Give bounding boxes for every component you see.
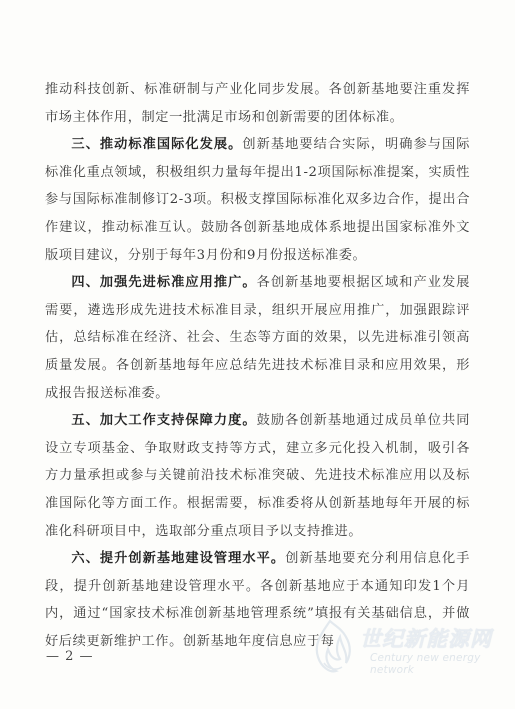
section-5-heading: 五、加大工作支持保障力度。 [71, 413, 257, 429]
flame-logo-icon [306, 617, 354, 677]
section-4-body: 各创新基地要根据区域和产业发展需要，遴选形成先进技术标准目录，组织开展应用推广，加强跟踪评估，总结标准在经济、社会、生态等方面的效果，以先进标准引领高质量发展。各创新基地每年应总结先进技术标准目录和应用效果，形成报告报送标准委。 [45, 275, 470, 401]
watermark-cn-text: 世纪新能源网 [360, 627, 492, 651]
section-4-heading: 四、加强先进标准应用推广。 [71, 275, 257, 291]
paragraph-intro [45, 76, 470, 131]
paragraph-section-5 [45, 407, 470, 545]
paragraph-section-3 [45, 131, 470, 269]
section-3-heading: 三、推动标准国际化发展。 [71, 137, 243, 153]
page-number: — 2 — [46, 649, 94, 664]
section-6-body: 创新基地要充分利用信息化手段，提升创新基地建设管理水平。各创新基地应于本通知印发1个月内，通过“国家技术标准创新基地管理系统”填报有关基础信息，并做好后续更新维护工作。创新基地年度信息应于每 [45, 551, 471, 649]
document-body [45, 76, 470, 655]
watermark-en-text: Century new energy network [370, 652, 481, 676]
paragraph-intro-body: 推动科技创新、标准研制与产业化同步发展。各创新基地要注重发挥市场主体作用，制定一批满足市场和创新需要的团体标准。 [45, 82, 470, 125]
section-5-body: 鼓励各创新基地通过成员单位共同设立专项基金、争取财政支持等方式，建立多元化投入机制，吸引各方力量承担或参与关键前沿技术标准突破、先进技术标准应用以及标准国际化等方面工作。根据需要，标准委将从创新基地每年开展的标准化科研项目中，选取部分重点项目予以支持推进。 [45, 413, 470, 539]
paragraph-section-4 [45, 269, 470, 407]
section-3-body: 创新基地要结合实际，明确参与国际标准化重点领域，积极组织力量每年提出1-2项国际标准提案，实质性参与国际标准制修订2-3项。积极支撑国际标准化双多边合作，提出合作建议，推动标准互认。鼓励各创新基地成体系地提出国家标准外文版项目建议，分别于每年3月份和9月份报送标准委。 [45, 137, 470, 263]
section-6-heading: 六、提升创新基地建设管理水平。 [71, 551, 286, 567]
watermark [302, 607, 507, 697]
